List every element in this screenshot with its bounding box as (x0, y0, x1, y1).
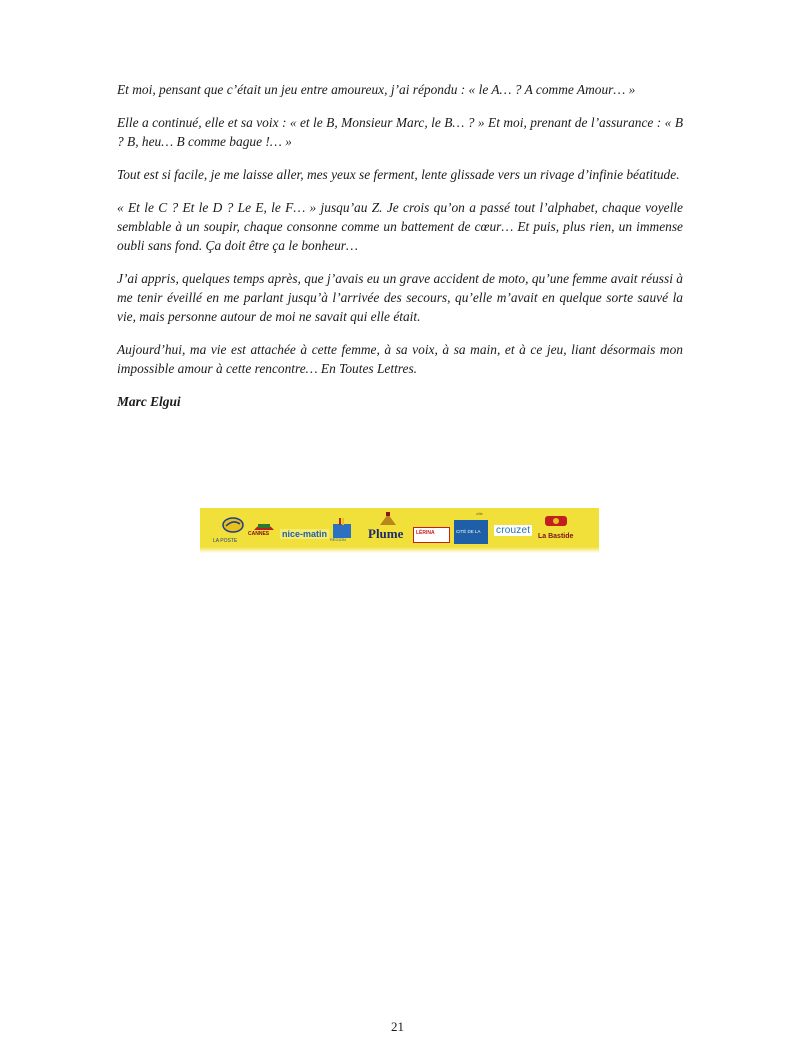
banner-fade (200, 547, 599, 553)
author-signature: Marc Elgui (117, 394, 181, 409)
la-bastide-logo: La Bastide (538, 533, 574, 540)
plume-logo: Plume (368, 526, 404, 541)
paragraph-3: Tout est si facile, je me laisse aller, mes yeux se ferment, lente glissade vers un rivage d’infinie béatitude. (117, 167, 680, 182)
la-poste-logo: LA POSTE (213, 538, 238, 544)
bird-icon (222, 516, 244, 534)
paragraph-6: Aujourd’hui, ma vie est attachée à cette femme, à sa voix, à sa main, et à ce jeu, liant désormais mon impossible amour à cette rencontre… En Toutes Lettres. (117, 342, 683, 376)
sponsor-banner (200, 508, 599, 553)
article-body (117, 80, 683, 411)
crest-icon (376, 512, 400, 526)
cite-logo: CITÉ DE LA (456, 529, 481, 534)
region-logo: RÉGION (330, 537, 346, 542)
paragraph-2: Elle a continué, elle et sa voix : « et le B, Monsieur Marc, le B… ? » Et moi, prenant de l’assurance : « B ? B, heu… B comme bague !… » (117, 115, 683, 149)
paragraph-5: J’ai appris, quelques temps après, que j’avais eu un grave accident de moto, qu’une femme avait réussi à me tenir éveillé en me parlant jusqu’à l’arrivée des secours, qu’elle m’avait en quelque sorte sauvé la vie, mais personne autour de moi ne savait qui elle était. (117, 271, 683, 324)
crouzet-logo: crouzet (496, 525, 531, 536)
nice-matin-logo: nice-matin (282, 529, 328, 539)
cannes-logo: CANNES (248, 531, 270, 537)
page-number: 21 (391, 1019, 404, 1034)
seal-icon (543, 514, 569, 528)
flag-icon (333, 518, 351, 538)
ville-logo: ville (476, 511, 483, 516)
paragraph-1: Et moi, pensant que c’était un jeu entre amoureux, j’ai répondu : « le A… ? A comme Amour… » (117, 82, 636, 97)
paragraph-4: « Et le C ? Et le D ? Le E, le F… » jusqu’au Z. Je crois qu’on a passé tout l’alphabet, chaque voyelle semblable à un soupir, chaque consonne comme un battement de cœur… Et puis, plus rien, un immense oubli sans fond. Ça doit être ça le bonheur… (117, 200, 683, 253)
lerina-logo: LÉRINA (416, 530, 435, 536)
